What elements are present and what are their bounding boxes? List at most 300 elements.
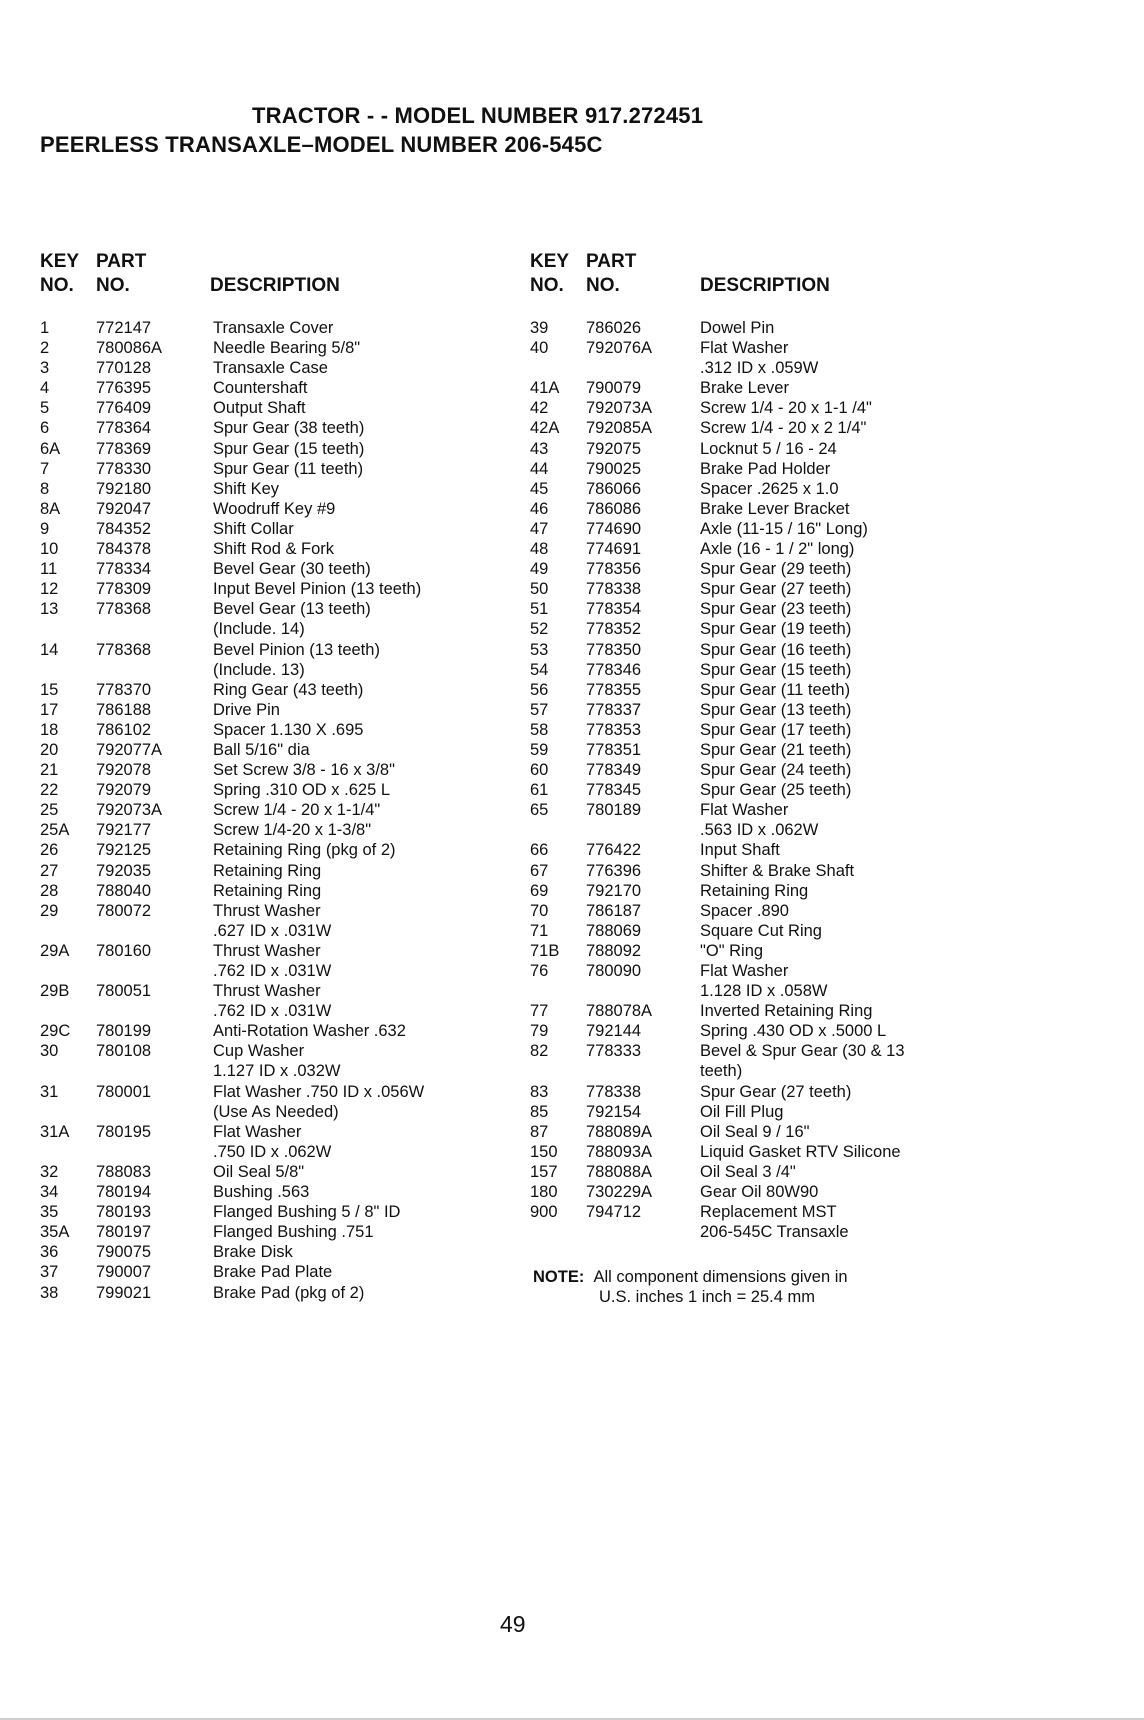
key-number: 46: [530, 499, 549, 518]
key-number: 18: [40, 720, 59, 739]
part-description: 206-545C Transaxle: [700, 1223, 849, 1242]
table-row: [40, 1222, 424, 1242]
part-description: Thrust Washer: [213, 982, 321, 1001]
key-number: 60: [530, 761, 549, 780]
table-row: [530, 780, 905, 800]
table-row: [40, 338, 424, 358]
header-part-left: PART: [96, 251, 147, 272]
part-description: teeth): [700, 1062, 743, 1081]
key-number: 8: [40, 479, 50, 498]
key-number: 52: [530, 620, 549, 639]
part-number: 792035: [96, 861, 152, 880]
header-part-right: PART: [586, 251, 637, 272]
table-row: [530, 740, 905, 760]
part-description: (Include. 14): [213, 620, 305, 639]
part-description: Flat Washer: [213, 1122, 302, 1141]
part-description: Spur Gear (23 teeth): [700, 600, 852, 619]
key-number: 35A: [40, 1223, 70, 1242]
key-number: 50: [530, 580, 549, 599]
part-number: 792079: [96, 781, 152, 800]
part-number: 788083: [96, 1162, 152, 1181]
part-description: Flat Washer: [700, 962, 789, 980]
part-number: 778369: [96, 439, 152, 458]
key-number: 9: [40, 519, 50, 538]
header-key-right: KEY: [530, 251, 570, 272]
key-number: 83: [530, 1082, 549, 1101]
header-no-key-left: NO.: [40, 275, 74, 296]
note-line-1: All component dimensions given in: [593, 1268, 848, 1286]
table-row: [40, 1242, 424, 1262]
part-number: 778349: [586, 761, 642, 780]
part-description: Flat Washer .750 ID x .056W: [213, 1082, 425, 1101]
key-number: 900: [530, 1203, 558, 1222]
key-number: 20: [40, 740, 59, 759]
part-description: "O" Ring: [700, 941, 764, 960]
part-number: 784378: [96, 540, 152, 559]
part-description: .627 ID x .031W: [213, 921, 332, 940]
part-description: Gear Oil 80W90: [700, 1183, 819, 1202]
part-description: Retaining Ring: [213, 881, 322, 900]
part-description: Replacement MST: [700, 1203, 837, 1222]
part-number: 792177: [96, 821, 152, 840]
part-number: 788069: [586, 921, 642, 940]
key-number: 56: [530, 680, 549, 699]
table-row: [40, 398, 424, 418]
part-description: Output Shaft: [213, 399, 306, 418]
part-description: Screw 1/4-20 x 1-3/8": [213, 821, 372, 840]
table-row: [530, 1142, 905, 1162]
part-number: 778350: [586, 640, 642, 659]
key-number: 87: [530, 1122, 549, 1141]
part-description: Spur Gear (21 teeth): [700, 740, 852, 759]
part-number: 788078A: [586, 1002, 653, 1021]
table-row: [530, 861, 905, 881]
part-number: 774690: [586, 519, 642, 538]
part-description: Spur Gear (13 teeth): [700, 700, 852, 719]
part-number: 788092: [586, 941, 642, 960]
part-description: Spur Gear (16 teeth): [700, 640, 852, 659]
part-description: Brake Pad Plate: [213, 1263, 333, 1282]
key-number: 25: [40, 801, 59, 820]
key-number: 6A: [40, 439, 61, 458]
part-description: Transaxle Cover: [213, 319, 334, 337]
part-description: Brake Disk: [213, 1243, 293, 1262]
key-number: 47: [530, 519, 549, 538]
table-row: [530, 680, 905, 700]
part-description: Oil Seal 9 / 16": [700, 1122, 810, 1141]
key-number: 42: [530, 399, 549, 418]
part-description: Screw 1/4 - 20 x 1-1/4": [213, 801, 381, 820]
part-description: (Include. 13): [213, 660, 305, 679]
part-description: Spring .310 OD x .625 L: [213, 781, 391, 800]
header-no-part-right: NO.: [586, 275, 620, 296]
part-number: 792180: [96, 479, 152, 498]
part-description: Spacer .2625 x 1.0: [700, 479, 839, 498]
key-number: 31A: [40, 1122, 70, 1141]
part-number: 778368: [96, 600, 152, 619]
part-number: 790007: [96, 1263, 152, 1282]
part-description: Screw 1/4 - 20 x 1-1 /4": [700, 399, 872, 418]
part-description: Spur Gear (15 teeth): [700, 660, 852, 679]
key-number: 15: [40, 680, 59, 699]
part-number: 790025: [586, 459, 642, 478]
part-description: Spacer .890: [700, 901, 789, 920]
key-number: 5: [40, 399, 50, 418]
table-row: [530, 1202, 905, 1242]
key-number: 58: [530, 720, 549, 739]
part-number: 788093A: [586, 1142, 653, 1161]
table-row: [40, 861, 424, 881]
part-description: Oil Seal 5/8": [213, 1162, 305, 1181]
table-row: [40, 1122, 424, 1162]
part-description: Shift Key: [213, 479, 280, 498]
table-row: [530, 398, 905, 418]
key-number: 32: [40, 1162, 59, 1181]
part-number: 778355: [586, 680, 642, 699]
table-row: [530, 1021, 905, 1041]
part-number: 786086: [586, 499, 642, 518]
header-no-key-right: NO.: [530, 275, 564, 296]
part-description: Input Shaft: [700, 841, 780, 860]
table-row: [40, 358, 424, 378]
table-row: [530, 559, 905, 579]
key-number: 11: [40, 560, 58, 579]
header-no-part-left: NO.: [96, 275, 130, 296]
key-number: 66: [530, 841, 549, 860]
key-number: 69: [530, 881, 549, 900]
table-row: [40, 378, 424, 398]
table-row: [530, 378, 905, 398]
part-description: Brake Lever Bracket: [700, 499, 850, 518]
key-number: 29B: [40, 982, 70, 1001]
part-number: 774691: [586, 540, 642, 559]
key-number: 1: [40, 319, 50, 337]
part-number: 780189: [586, 801, 642, 820]
key-number: 17: [40, 700, 59, 719]
table-row: [530, 1182, 905, 1202]
part-description: Transaxle Case: [213, 359, 328, 378]
table-row: [530, 1122, 905, 1142]
key-number: 6: [40, 419, 50, 438]
table-row: [40, 599, 424, 639]
table-row: [40, 318, 424, 338]
part-number: 780199: [96, 1022, 152, 1041]
part-description: .762 ID x .031W: [213, 962, 332, 980]
part-number: 792075: [586, 439, 642, 458]
key-number: 77: [530, 1002, 549, 1021]
key-number: 150: [530, 1142, 558, 1161]
part-description: Cup Washer: [213, 1042, 305, 1061]
table-row: [40, 981, 424, 1021]
part-number: 788088A: [586, 1162, 653, 1181]
part-number: 778330: [96, 459, 152, 478]
table-row: [40, 780, 424, 800]
part-number: 780001: [96, 1082, 152, 1101]
part-description: Bevel Gear (30 teeth): [213, 560, 371, 579]
part-number: 792125: [96, 841, 152, 860]
part-description: Thrust Washer: [213, 941, 321, 960]
part-description: (Use As Needed): [213, 1102, 339, 1121]
part-number: 786187: [586, 901, 642, 920]
key-number: 71B: [530, 941, 560, 960]
part-description: Spur Gear (17 teeth): [700, 720, 852, 739]
key-number: 34: [40, 1183, 59, 1202]
part-description: Square Cut Ring: [700, 921, 822, 940]
key-number: 57: [530, 700, 549, 719]
part-number: 778338: [586, 580, 642, 599]
part-number: 778368: [96, 640, 152, 659]
key-number: 67: [530, 861, 549, 880]
part-description: Woodruff Key #9: [213, 499, 336, 518]
part-description: 1.127 ID x .032W: [213, 1062, 341, 1081]
part-description: Spur Gear (25 teeth): [700, 781, 852, 800]
part-number: 778370: [96, 680, 152, 699]
part-description: .312 ID x .059W: [700, 359, 819, 378]
key-number: 12: [40, 580, 59, 599]
key-number: 29A: [40, 941, 70, 960]
part-number: 792144: [586, 1022, 642, 1041]
table-row: [40, 479, 424, 499]
table-row: [40, 1082, 424, 1122]
part-number: 780195: [96, 1122, 152, 1141]
part-number: 792170: [586, 881, 642, 900]
part-number: 780051: [96, 982, 152, 1001]
part-description: Brake Pad (pkg of 2): [213, 1283, 365, 1302]
part-number: 776396: [586, 861, 642, 880]
part-description: Screw 1/4 - 20 x 2 1/4": [700, 419, 867, 438]
part-description: Flat Washer: [700, 801, 789, 820]
part-description: Flat Washer: [700, 339, 789, 358]
part-description: Flanged Bushing .751: [213, 1223, 374, 1242]
table-row: [530, 499, 905, 519]
part-number: 786066: [586, 479, 642, 498]
part-number: 776422: [586, 841, 642, 860]
table-row: [40, 559, 424, 579]
table-row: [40, 680, 424, 700]
key-number: 76: [530, 962, 549, 980]
part-description: Liquid Gasket RTV Silicone: [700, 1142, 901, 1161]
table-row: [530, 660, 905, 680]
key-number: 29: [40, 901, 59, 920]
part-description: 1.128 ID x .058W: [700, 982, 828, 1001]
key-number: 51: [530, 600, 549, 619]
table-row: [40, 840, 424, 860]
part-description: Brake Pad Holder: [700, 459, 831, 478]
part-description: Bevel & Spur Gear (30 & 13: [700, 1042, 905, 1061]
table-row: [530, 579, 905, 599]
part-number: 780194: [96, 1183, 152, 1202]
key-number: 42A: [530, 419, 560, 438]
key-number: 79: [530, 1022, 549, 1041]
part-description: Countershaft: [213, 379, 308, 398]
key-number: 43: [530, 439, 549, 458]
table-row: [40, 720, 424, 740]
part-description: Drive Pin: [213, 700, 280, 719]
page-number: 49: [500, 1611, 526, 1637]
part-number: 770128: [96, 359, 152, 378]
part-number: 780160: [96, 941, 152, 960]
key-number: 25A: [40, 821, 70, 840]
table-row: [40, 941, 424, 981]
table-row: [40, 579, 424, 599]
part-description: Set Screw 3/8 - 16 x 3/8": [213, 761, 395, 780]
table-row: [530, 901, 905, 921]
part-number: 778353: [586, 720, 642, 739]
table-row: [530, 418, 905, 438]
part-description: Anti-Rotation Washer .632: [213, 1022, 406, 1041]
page-subtitle: PEERLESS TRANSAXLE–MODEL NUMBER 206-545C: [40, 132, 603, 157]
key-number: 61: [530, 781, 549, 800]
table-row: [530, 1001, 905, 1021]
part-description: Input Bevel Pinion (13 teeth): [213, 580, 422, 599]
part-number: 778354: [586, 600, 642, 619]
part-description: Spur Gear (11 teeth): [700, 680, 851, 699]
key-number: 85: [530, 1102, 549, 1121]
key-number: 30: [40, 1042, 59, 1061]
part-number: 792154: [586, 1102, 642, 1121]
part-description: Ring Gear (43 teeth): [213, 680, 364, 699]
table-row: [530, 338, 905, 378]
part-description: Thrust Washer: [213, 901, 321, 920]
table-row: [530, 941, 905, 961]
part-number: 778352: [586, 620, 642, 639]
part-number: 778338: [586, 1082, 642, 1101]
table-row: [530, 921, 905, 941]
part-description: Spur Gear (11 teeth): [213, 459, 364, 478]
part-number: 786102: [96, 720, 152, 739]
table-row: [530, 439, 905, 459]
note-line-2: U.S. inches 1 inch = 25.4 mm: [599, 1288, 815, 1307]
part-number: 788040: [96, 881, 152, 900]
part-number: 778337: [586, 700, 642, 719]
key-number: 180: [530, 1183, 558, 1202]
part-description: .762 ID x .031W: [213, 1002, 332, 1021]
table-row: [530, 640, 905, 660]
part-number: 786026: [586, 319, 642, 337]
key-number: 27: [40, 861, 59, 880]
table-row: [40, 519, 424, 539]
part-number: 780086A: [96, 339, 163, 358]
parts-list-left: [40, 318, 424, 1303]
table-row: [530, 1082, 905, 1102]
part-number: 778334: [96, 560, 152, 579]
key-number: 49: [530, 560, 549, 579]
table-row: [40, 740, 424, 760]
key-number: 38: [40, 1283, 59, 1302]
key-number: 35: [40, 1203, 59, 1222]
part-description: Spacer 1.130 X .695: [213, 720, 364, 739]
table-row: [40, 1283, 424, 1303]
part-description: Spur Gear (38 teeth): [213, 419, 365, 438]
part-number: 772147: [96, 319, 152, 337]
part-description: Spur Gear (27 teeth): [700, 580, 852, 599]
part-description: .563 ID x .062W: [700, 821, 819, 840]
key-number: 2: [40, 339, 50, 358]
part-number: 776409: [96, 399, 152, 418]
part-number: 792077A: [96, 740, 163, 759]
table-row: [530, 479, 905, 499]
part-number: 786188: [96, 700, 152, 719]
part-number: 792085A: [586, 419, 653, 438]
key-number: 7: [40, 459, 50, 478]
part-description: Flanged Bushing 5 / 8" ID: [213, 1203, 401, 1222]
key-number: 26: [40, 841, 59, 860]
key-number: 44: [530, 459, 549, 478]
part-description: Bevel Gear (13 teeth): [213, 600, 371, 619]
page-title: TRACTOR - - MODEL NUMBER 917.272451: [252, 103, 704, 128]
key-number: 157: [530, 1162, 558, 1181]
table-row: [40, 1162, 424, 1182]
part-number: 776395: [96, 379, 152, 398]
key-number: 8A: [40, 499, 61, 518]
part-number: 792076A: [586, 339, 653, 358]
table-row: [40, 1262, 424, 1282]
table-row: [40, 439, 424, 459]
part-description: Axle (11-15 / 16" Long): [700, 519, 868, 538]
part-description: Spur Gear (15 teeth): [213, 439, 365, 458]
table-row: [530, 760, 905, 780]
parts-list-right: [530, 318, 905, 1242]
key-number: 37: [40, 1263, 59, 1282]
part-number: 790079: [586, 379, 642, 398]
table-row: [40, 820, 424, 840]
part-description: Locknut 5 / 16 - 24: [700, 439, 837, 458]
key-number: 36: [40, 1243, 59, 1262]
part-number: 784352: [96, 519, 152, 538]
part-number: 778351: [586, 740, 642, 759]
part-description: Retaining Ring: [213, 861, 322, 880]
key-number: 22: [40, 781, 59, 800]
part-description: Axle (16 - 1 / 2" long): [700, 540, 855, 559]
part-description: Spur Gear (29 teeth): [700, 560, 852, 579]
key-number: 39: [530, 319, 549, 337]
table-row: [40, 459, 424, 479]
key-number: 29C: [40, 1022, 71, 1041]
part-description: Ball 5/16" dia: [213, 740, 310, 759]
key-number: 10: [40, 540, 59, 559]
part-description: Retaining Ring (pkg of 2): [213, 841, 396, 860]
part-description: Spur Gear (19 teeth): [700, 620, 852, 639]
key-number: 71: [530, 921, 549, 940]
part-number: 792078: [96, 761, 152, 780]
table-row: [530, 840, 905, 860]
key-number: 14: [40, 640, 59, 659]
part-description: Shift Collar: [213, 519, 294, 538]
table-row: [40, 1041, 424, 1081]
part-description: Oil Seal 3 /4": [700, 1162, 796, 1181]
key-number: 4: [40, 379, 50, 398]
key-number: 45: [530, 479, 549, 498]
part-description: Bushing .563: [213, 1183, 310, 1202]
key-number: 59: [530, 740, 549, 759]
part-description: Spring .430 OD x .5000 L: [700, 1022, 887, 1041]
key-number: 21: [40, 761, 59, 780]
key-number: 31: [40, 1082, 59, 1101]
table-row: [40, 1202, 424, 1222]
table-row: [40, 539, 424, 559]
table-row: [530, 881, 905, 901]
key-number: 54: [530, 660, 549, 679]
part-description: Spur Gear (27 teeth): [700, 1082, 852, 1101]
part-description: Brake Lever: [700, 379, 789, 398]
part-number: 788089A: [586, 1122, 653, 1141]
key-number: 28: [40, 881, 59, 900]
key-number: 82: [530, 1042, 549, 1061]
part-number: 778356: [586, 560, 642, 579]
key-number: 65: [530, 801, 549, 820]
table-row: [40, 640, 424, 680]
part-description: Spur Gear (24 teeth): [700, 761, 852, 780]
